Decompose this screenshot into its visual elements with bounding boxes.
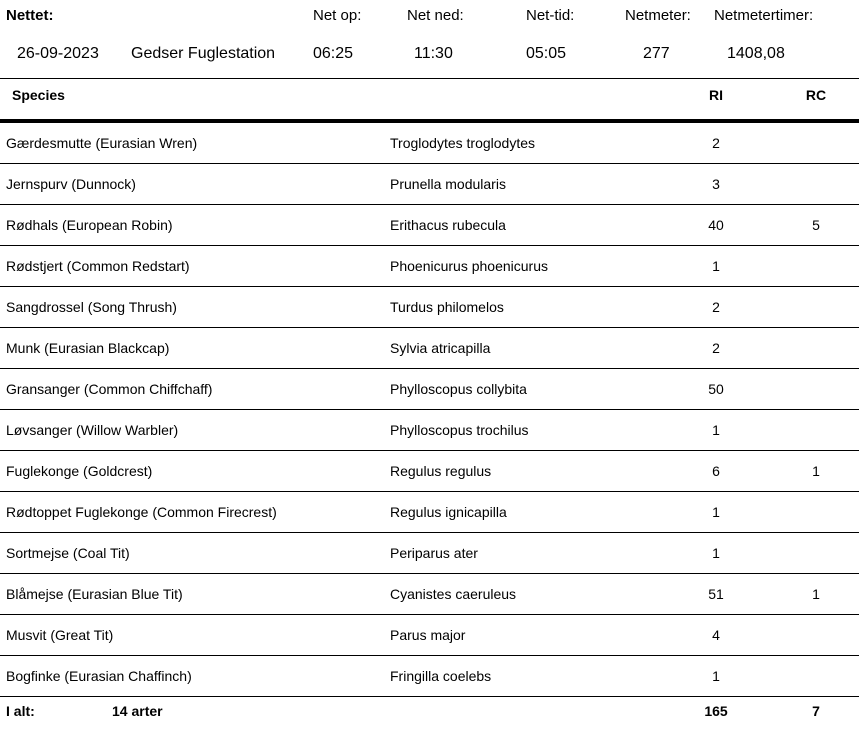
netmetertimer-label: Netmetertimer: — [714, 7, 814, 24]
totals-row — [0, 692, 859, 732]
species-name: Gærdesmutte (Eurasian Wren) — [6, 135, 198, 151]
species-name: Fuglekonge (Goldcrest) — [6, 463, 153, 479]
netmetertimer-value: 1408,08 — [727, 45, 785, 62]
rc-count: 5 — [812, 217, 820, 233]
ri-count: 51 — [708, 586, 724, 602]
total-ri: 165 — [704, 703, 728, 719]
species-name: Rødhals (European Robin) — [6, 217, 173, 233]
species-name: Sangdrossel (Song Thrush) — [6, 299, 177, 315]
rc-count: 1 — [812, 463, 820, 479]
net-label: Nettet: — [6, 7, 54, 24]
table-row — [0, 574, 859, 615]
latin-name: Parus major — [390, 627, 466, 643]
species-name: Gransanger (Common Chiffchaff) — [6, 381, 213, 397]
table-row — [0, 164, 859, 205]
date-value: 26-09-2023 — [17, 45, 99, 62]
table-row — [0, 123, 859, 164]
table-row — [0, 451, 859, 492]
species-name: Rødtoppet Fuglekonge (Common Firecrest) — [6, 504, 277, 520]
table-row — [0, 205, 859, 246]
latin-name: Erithacus rubecula — [390, 217, 506, 233]
table-row — [0, 287, 859, 328]
total-species-count: 14 arter — [112, 703, 163, 719]
latin-name: Periparus ater — [390, 545, 478, 561]
species-name: Jernspurv (Dunnock) — [6, 176, 136, 192]
total-rc: 7 — [812, 703, 820, 719]
ri-count: 1 — [712, 668, 720, 684]
ri-count: 1 — [712, 545, 720, 561]
ri-count: 6 — [712, 463, 720, 479]
ri-count: 3 — [712, 176, 720, 192]
latin-name: Regulus ignicapilla — [390, 504, 507, 520]
table-row — [0, 369, 859, 410]
net-ned-label: Net ned: — [407, 7, 464, 24]
net-op-label: Net op: — [313, 7, 362, 24]
table-row — [0, 615, 859, 656]
netmeter-value: 277 — [643, 45, 670, 62]
latin-name: Phoenicurus phoenicurus — [390, 258, 548, 274]
ri-count: 1 — [712, 422, 720, 438]
ri-count: 2 — [712, 340, 720, 356]
netmeter-label: Netmeter: — [625, 7, 691, 24]
ri-count: 40 — [708, 217, 724, 233]
column-header-ri: RI — [709, 87, 723, 103]
ri-count: 1 — [712, 258, 720, 274]
species-name: Musvit (Great Tit) — [6, 627, 114, 643]
latin-name: Prunella modularis — [390, 176, 506, 192]
latin-name: Turdus philomelos — [390, 299, 504, 315]
rc-count: 1 — [812, 586, 820, 602]
table-row — [0, 410, 859, 451]
ri-count: 50 — [708, 381, 724, 397]
ri-count: 2 — [712, 299, 720, 315]
latin-name: Phylloscopus trochilus — [390, 422, 529, 438]
column-header-species: Species — [12, 87, 65, 103]
table-row — [0, 328, 859, 369]
species-name: Rødstjert (Common Redstart) — [6, 258, 190, 274]
ri-count: 1 — [712, 504, 720, 520]
net-ned-value: 11:30 — [414, 45, 453, 62]
table-row — [0, 656, 859, 697]
column-header-rc: RC — [805, 87, 827, 103]
species-name: Sortmejse (Coal Tit) — [6, 545, 130, 561]
table-row — [0, 533, 859, 574]
total-label: I alt: — [6, 703, 35, 719]
net-tid-label: Net-tid: — [526, 7, 575, 24]
latin-name: Phylloscopus collybita — [390, 381, 527, 397]
latin-name: Troglodytes troglodytes — [390, 135, 535, 151]
net-tid-value: 05:05 — [526, 45, 567, 62]
latin-name: Sylvia atricapilla — [390, 340, 491, 356]
species-name: Løvsanger (Willow Warbler) — [6, 422, 179, 438]
header-divider — [0, 78, 859, 79]
table-row — [0, 246, 859, 287]
latin-name: Regulus regulus — [390, 463, 492, 479]
net-op-value: 06:25 — [313, 45, 354, 62]
table-row — [0, 492, 859, 533]
ri-count: 4 — [712, 627, 720, 643]
species-name: Bogfinke (Eurasian Chaffinch) — [6, 668, 192, 684]
ri-count: 2 — [712, 135, 720, 151]
species-name: Blåmejse (Eurasian Blue Tit) — [6, 586, 183, 602]
species-name: Munk (Eurasian Blackcap) — [6, 340, 170, 356]
latin-name: Cyanistes caeruleus — [390, 586, 517, 602]
station-name: Gedser Fuglestation — [131, 45, 276, 62]
species-table — [0, 123, 859, 697]
latin-name: Fringilla coelebs — [390, 668, 492, 684]
